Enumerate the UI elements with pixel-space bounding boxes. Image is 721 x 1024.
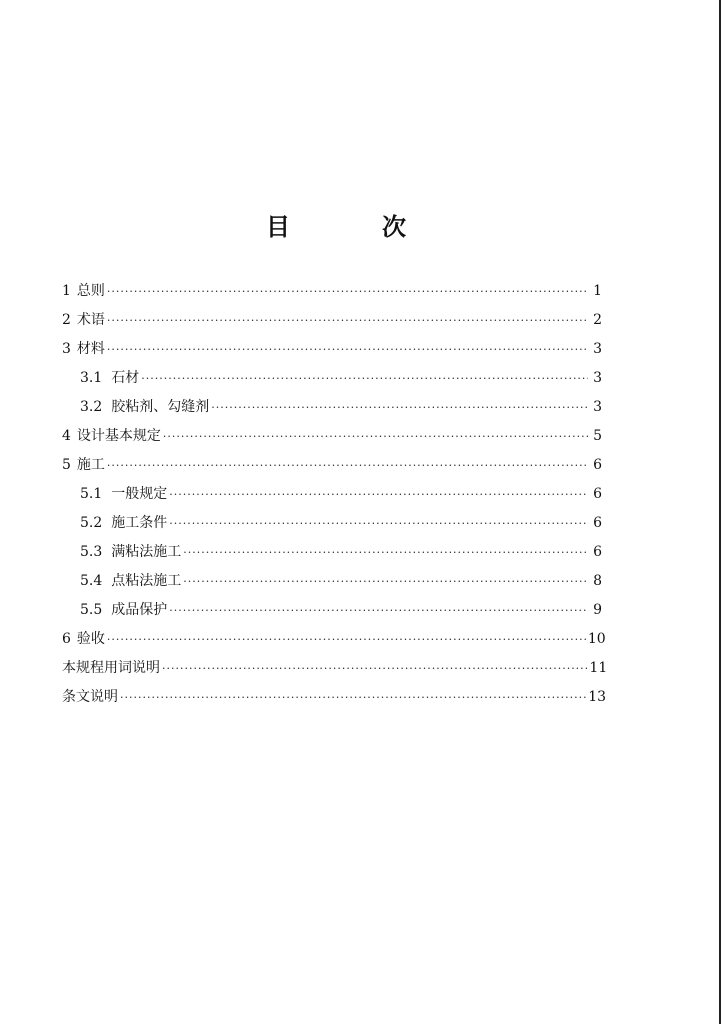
toc-entry-page: 3 <box>593 341 602 357</box>
toc-entry-page: 1 <box>593 283 602 299</box>
toc-entry-label: 施工条件 <box>111 515 168 531</box>
toc-dot-leader <box>211 393 588 422</box>
toc-subentry <box>62 509 602 538</box>
toc-entry-label: 施工 <box>76 457 105 473</box>
toc-entry-page: 3 <box>593 399 602 415</box>
toc-dot-leader <box>107 277 588 306</box>
toc-entry <box>62 277 602 306</box>
toc-entry <box>62 422 602 451</box>
toc-title: 目 次 <box>266 212 440 241</box>
toc-entry-page: 6 <box>593 457 602 473</box>
toc-dot-leader <box>107 625 586 654</box>
toc-entry-label: 本规程用词说明 <box>62 660 160 676</box>
toc-entry-label: 材料 <box>76 341 105 357</box>
toc-entry-page: 9 <box>593 602 602 618</box>
toc-entry-number: 5.4 <box>80 573 103 589</box>
toc-entry-page: 6 <box>593 544 602 560</box>
toc-entry-label: 设计基本规定 <box>76 428 161 444</box>
toc-entry-number: 5.1 <box>80 486 103 502</box>
toc-entry <box>62 625 606 654</box>
toc-entry-number: 5 <box>62 457 71 473</box>
toc-entry-label: 总则 <box>76 283 105 299</box>
toc-entry-label: 成品保护 <box>111 602 168 618</box>
toc-entry-label: 石材 <box>111 370 140 386</box>
toc-subentry <box>62 596 602 625</box>
toc-subentry <box>62 567 602 596</box>
toc-dot-leader <box>169 509 588 538</box>
toc-dot-leader <box>120 683 586 712</box>
toc-dot-leader <box>107 335 588 364</box>
toc-entry <box>62 451 602 480</box>
toc-entry-label: 点粘法施工 <box>111 573 182 589</box>
toc-entry-page: 5 <box>593 428 602 444</box>
toc-dot-leader <box>169 596 588 625</box>
toc-entry-number: 5.2 <box>80 515 103 531</box>
toc-entry-label: 满粘法施工 <box>111 544 182 560</box>
toc-entry-number: 5.5 <box>80 602 103 618</box>
toc-entry-page: 2 <box>593 312 602 328</box>
toc-entry-number: 1 <box>62 283 71 299</box>
toc-subentry <box>62 538 602 567</box>
toc-entry-page: 10 <box>587 631 606 647</box>
toc-dot-leader <box>107 451 588 480</box>
toc-subentry <box>62 480 602 509</box>
toc-dot-leader <box>163 422 588 451</box>
toc-entry-number: 2 <box>62 312 71 328</box>
toc-dot-leader <box>162 654 587 683</box>
toc-entry-number: 3.1 <box>80 370 103 386</box>
toc-entry-number: 6 <box>62 631 71 647</box>
toc-entry-label: 验收 <box>76 631 105 647</box>
toc-entry-label: 一般规定 <box>111 486 168 502</box>
toc-entry-page: 6 <box>593 486 602 502</box>
toc-entry <box>62 654 608 683</box>
toc-dot-leader <box>183 567 588 596</box>
toc-entry-number: 3 <box>62 341 71 357</box>
toc-entry-page: 6 <box>593 515 602 531</box>
toc-entry-number: 3.2 <box>80 399 103 415</box>
toc-entry-number: 5.3 <box>80 544 103 560</box>
toc-entry-label: 术语 <box>76 312 105 328</box>
toc-entry-page: 13 <box>588 689 607 705</box>
toc-subentry <box>62 393 602 422</box>
toc-dot-leader <box>107 306 588 335</box>
toc-entry-page: 8 <box>593 573 602 589</box>
toc-list <box>62 277 608 712</box>
toc-entry-page: 3 <box>593 370 602 386</box>
toc-entry <box>62 683 607 712</box>
toc-dot-leader <box>183 538 588 567</box>
toc-entry-number: 4 <box>62 428 71 444</box>
toc-entry-page: 11 <box>589 660 608 676</box>
toc-entry <box>62 335 602 364</box>
toc-entry-label: 条文说明 <box>62 689 118 705</box>
toc-dot-leader <box>141 364 588 393</box>
toc-entry <box>62 306 602 335</box>
toc-entry-label: 胶粘剂、勾缝剂 <box>111 399 210 415</box>
toc-subentry <box>62 364 602 393</box>
toc-dot-leader <box>169 480 588 509</box>
